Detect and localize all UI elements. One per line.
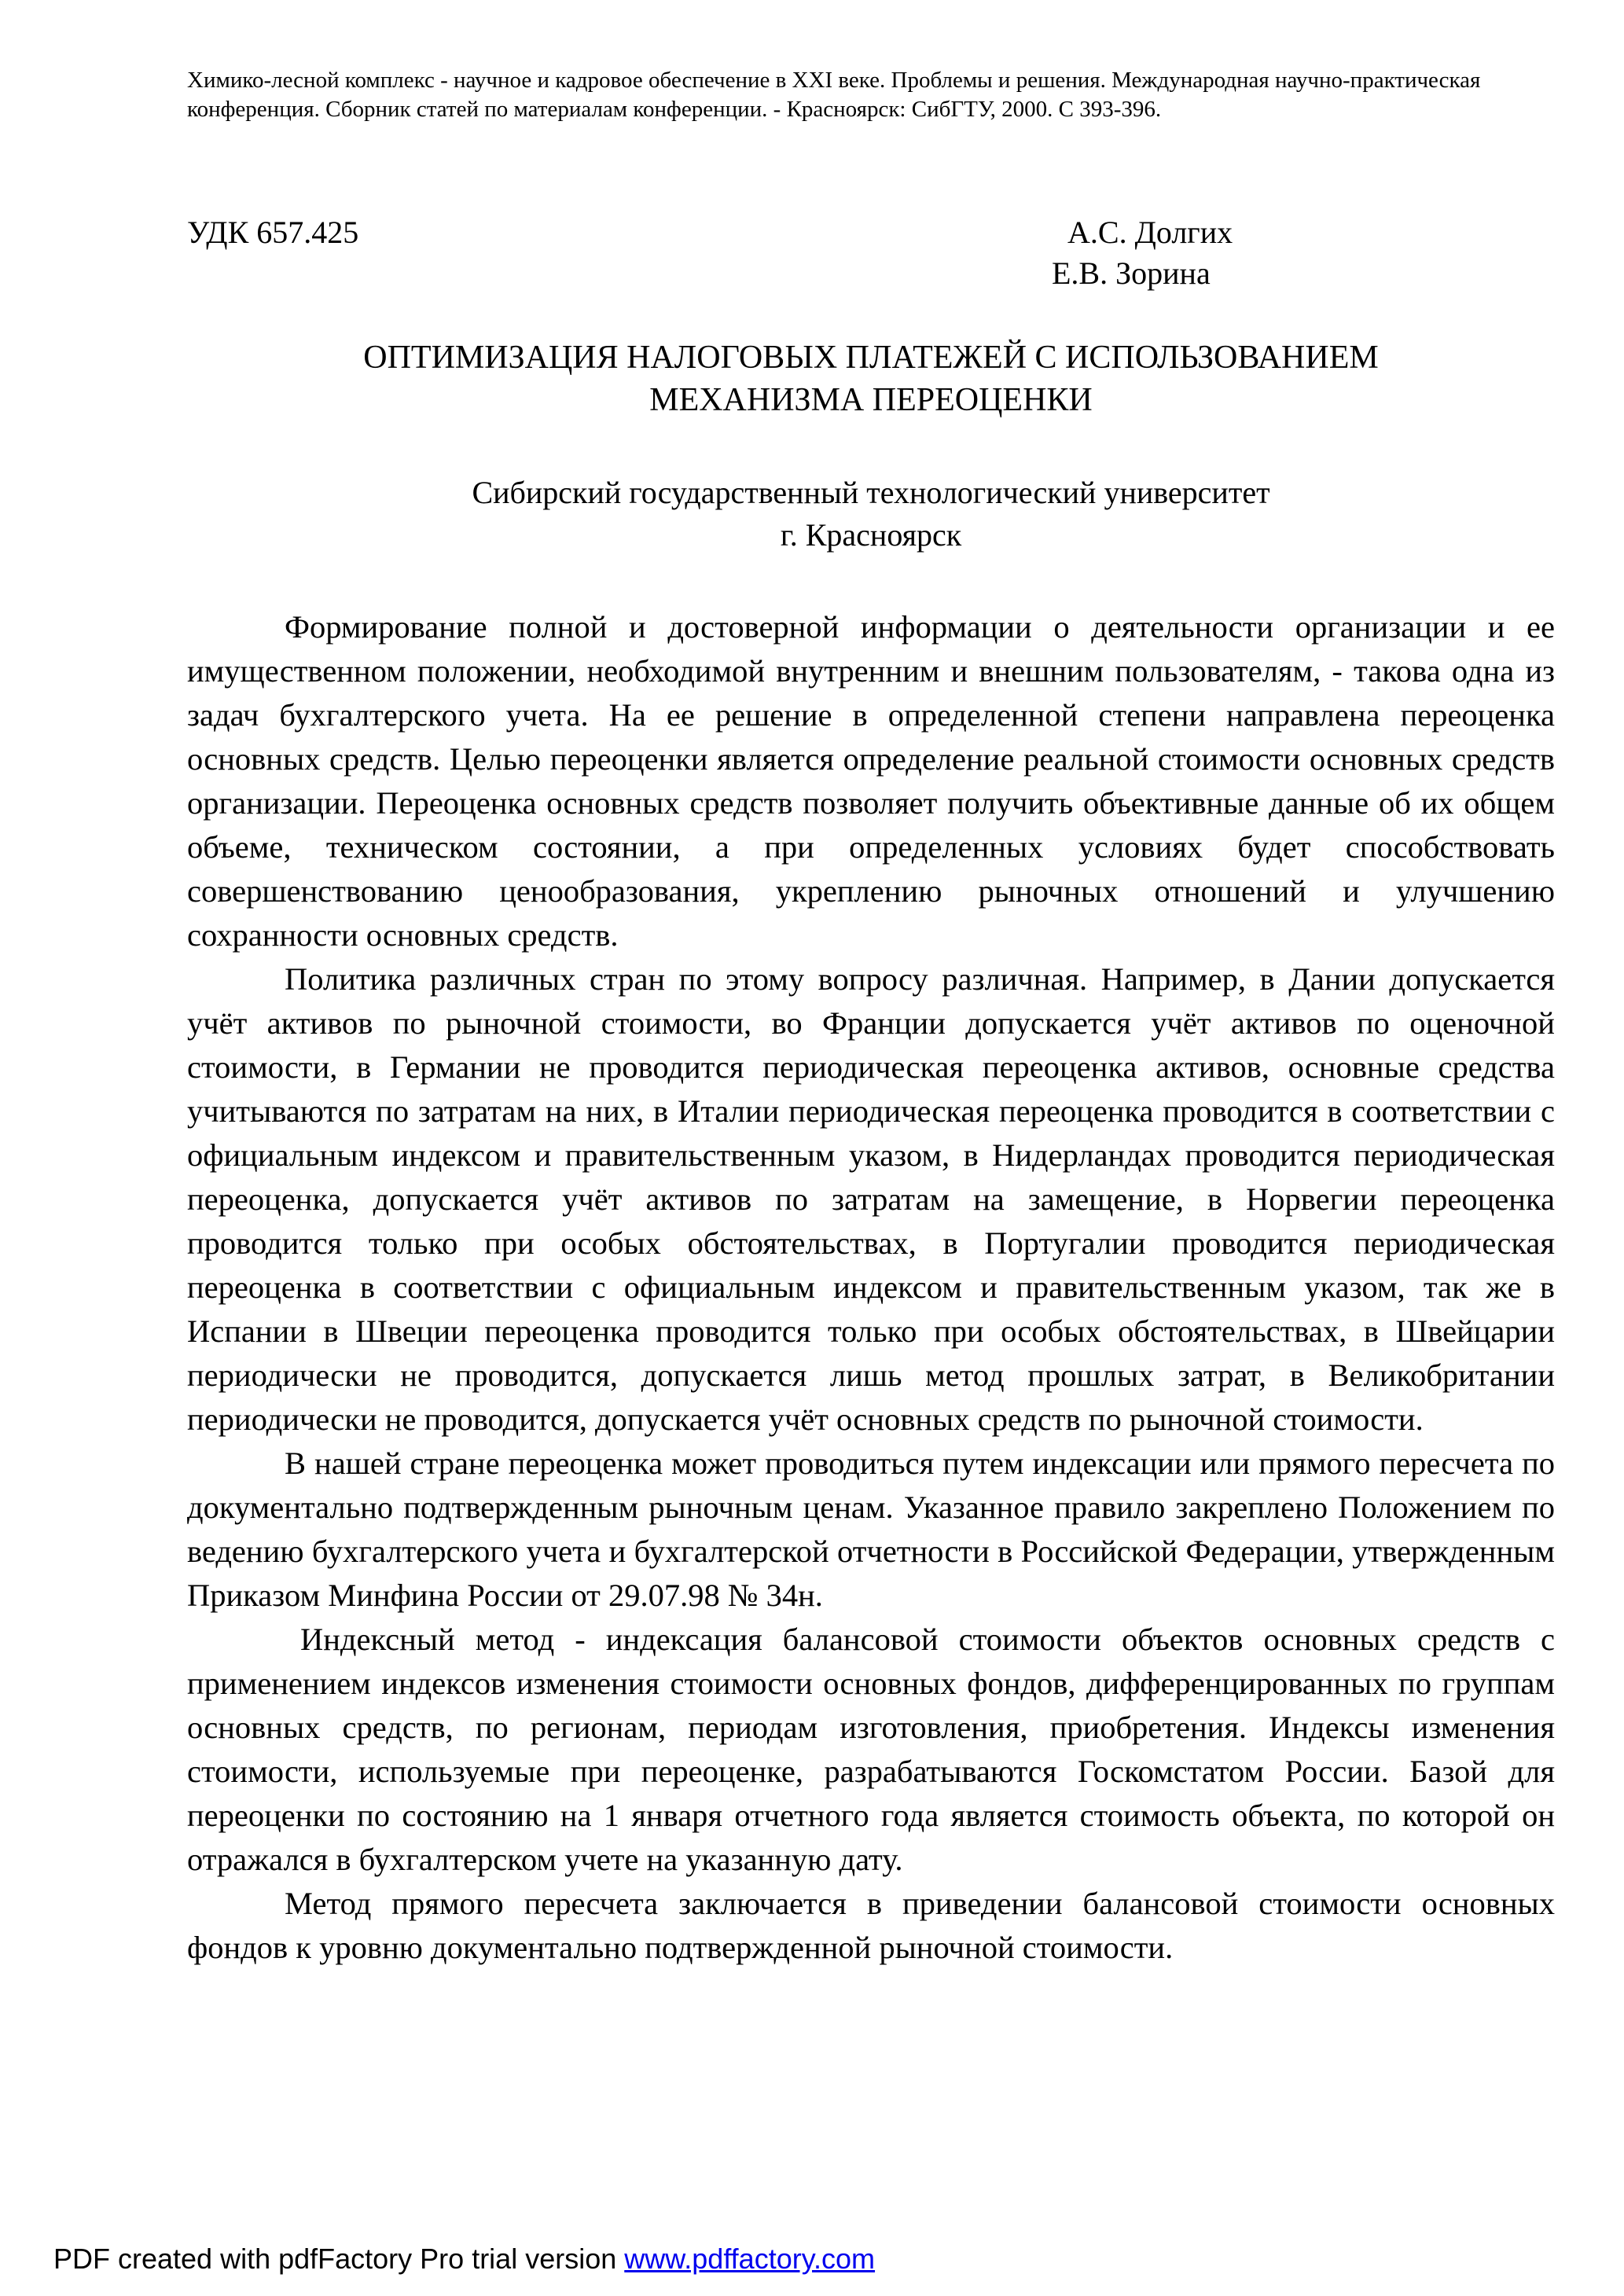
author-name: А.С. Долгих [1067,215,1233,250]
body-paragraph: Формирование полной и достоверной информации о деятельности организации и ее имущественном положении, необходимой внутренним и внешним пользователям, - такова одна из задач бухгалтерского учета. На ее решение в определенной степени направлена переоценка основных средств. Целью переоценки является определение реальной стоимости основных средств организации. Переоценка основных средств позволяет получить объективные данные об их общем объеме, техническом состоянии, а при определенных условиях будет способствовать совершенствованию ценообразования, укреплению рыночных отношений и улучшению сохранности основных средств. [187,609,1555,953]
author-name: Е.В. Зорина [1052,255,1211,291]
article-title [187,336,1555,421]
footer-text: PDF created with pdfFactory Pro trial version [53,2243,625,2275]
pdf-footer [53,2242,875,2276]
article-body [187,605,1555,1970]
citation-header: Химико-лесной комплекс - научное и кадровое обеспечение в XXI веке. Проблемы и решения. Международная научно-практическая конференция. Сборник статей по материалам конференции. - Красноярск: СибГТУ, 2000. С 393-396. [187,68,1481,122]
affiliation [187,472,1555,557]
body-paragraph: Индексный метод - индексация балансовой стоимости объектов основных средств с применением индексов изменения стоимости основных фондов, дифференцированных по группам основных средств, по регионам, периодам изготовления, приобретения. Индексы изменения стоимости, используемые при переоценке, разрабатываются Госкомстатом России. Базой для переоценки по состоянию на 1 января отчетного года является стоимость объекта, по которой он отражался в бухгалтерском учете на указанную дату. [187,1622,1555,1877]
body-paragraph: Политика различных стран по этому вопросу различная. Например, в Дании допускается учёт активов по рыночной стоимости, во Франции допускается учёт активов по оценочной стоимости, в Германии не проводится периодическая переоценка активов, основные средства учитываются по затратам на них, в Италии периодическая переоценка проводится в соответствии с официальным индексом и правительственным указом, в Нидерландах проводится периодическая переоценка, допускается учёт активов по затратам на замещение, в Норвегии переоценка проводится только при особых обстоятельствах, в Португалии проводится периодическая переоценка в соответствии с официальным индексом и правительственным указом, так же в Испании в Швеции переоценка проводится только при особых обстоятельствах, в Швейцарии периодически не проводится, допускается лишь метод прошлых затрат, в Великобритании периодически не проводится, допускается учёт основных средств по рыночной стоимости. [187,961,1555,1437]
udk-authors-row [187,212,1555,299]
title-line: МЕХАНИЗМА ПЕРЕОЦЕНКИ [649,382,1093,418]
body-paragraph: Метод прямого пересчета заключается в приведении балансовой стоимости основных фондов к уровню документально подтвержденной рыночной стоимости. [187,1886,1555,1965]
footer-link[interactable]: www.pdffactory.com [624,2243,876,2275]
authors-block [1052,212,1460,294]
affiliation-city: г. Красноярск [780,517,962,553]
affiliation-university: Сибирский государственный технологический университет [472,475,1270,510]
body-paragraph: В нашей стране переоценка может проводиться путем индексации или прямого пересчета по документально подтвержденным рыночным ценам. Указанное правило закреплено Положением по ведению бухгалтерского учета и бухгалтерской отчетности в Российской Федерации, утвержденным Приказом Минфина России от 29.07.98 № 34н. [187,1446,1555,1613]
title-line: ОПТИМИЗАЦИЯ НАЛОГОВЫХ ПЛАТЕЖЕЙ С ИСПОЛЬЗОВАНИЕМ [363,340,1379,376]
udk-code: УДК 657.425 [187,215,359,250]
